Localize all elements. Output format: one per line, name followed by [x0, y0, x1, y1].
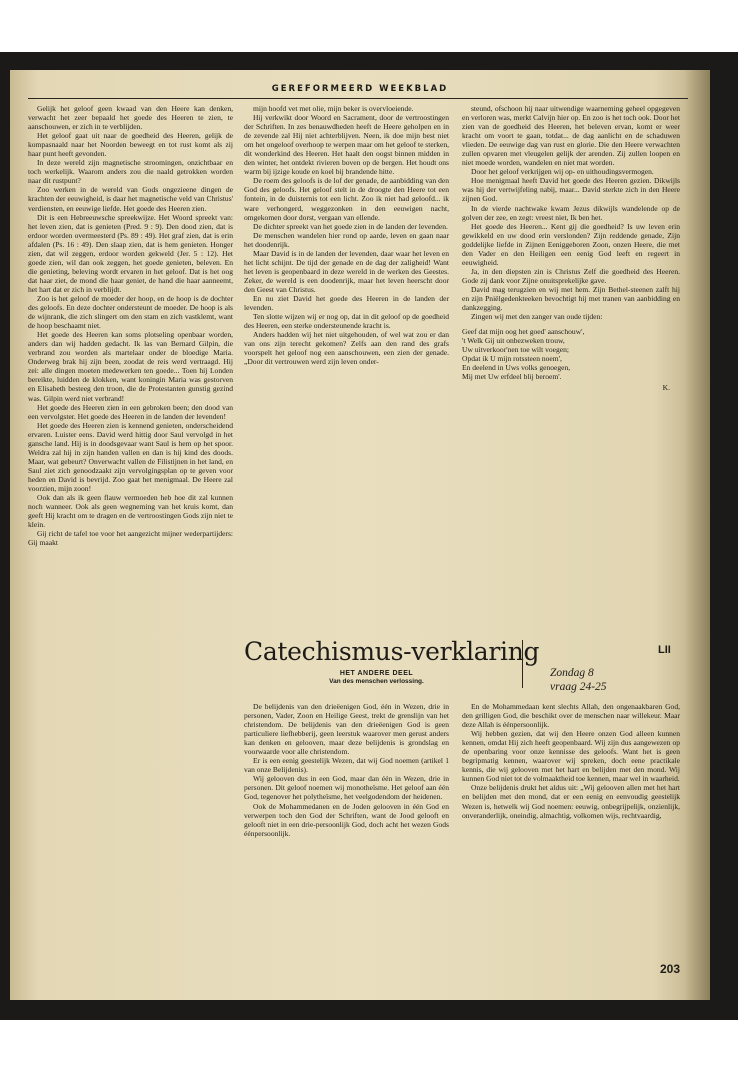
paragraph: Het goede des Heeren zien in een gebroken been; den dood van een vervolgster. Het goede des Heeren in de landen der levenden!: [28, 402, 233, 421]
paragraph: steund, ofschoon hij naar uitwendige waarneming geheel opgegeven en verloren was, merkt Calvijn hier op. En zoo is het toch ook. Door het zien van de goedheid des Heeren, het beleven ervan, komt er weer kracht om voort te gaan, totdat... de dag aanlicht en de schaduwen vlieden. De eeuwige dag van rust en glorie. Die den Heere verwachten zullen opvaren met vleugelen gelijk der arenden. Zij zullen loopen en niet moede worden, wandelen en niet mat worden.: [462, 104, 680, 168]
paragraph: Wij gelooven dus in een God, maar dan één in Wezen, drie in personen. Dit geloof noemen wij monotheïsme. Het geloof aan één God, tegenover het polytheïsme, het veelgodendom der heidenen.: [244, 774, 449, 802]
paragraph: Gij richt de tafel toe voor het aangezicht mijner wederpartijders: Gij maakt: [28, 529, 233, 548]
zondag-label: Zondag 8: [550, 667, 594, 679]
paragraph: En nu ziet David het goede des Heeren in de landen der levenden.: [244, 293, 449, 313]
paragraph: Ja, in den diepsten zin is Christus Zelf die goedheid des Heeren. Gode zij dank voor Zijne onuitsprekelijke gave.: [462, 266, 680, 285]
page-number: 203: [659, 962, 680, 976]
column-2: [244, 104, 449, 366]
paragraph: En de Mohammedaan kent slechts Allah, den ongenaakbaren God, den grilligen God, die beschikt over de menschen naar willekeur. Maar deze Allah is éénpersoonlijk.: [462, 702, 680, 730]
paragraph: Er is een eenig geestelijk Wezen, dat wij God noemen (artikel 1 van onze Belijdenis).: [244, 756, 449, 775]
column-3: [462, 104, 680, 392]
catechism-subtitle: Van des menschen verlossing.: [329, 678, 424, 685]
vraag-label: vraag 24-25: [550, 681, 607, 693]
paragraph: Zoo is het geloof de moeder der hoop, en de hoop is de dochter des geloofs. En deze dochter ondersteunt de moeder. De hoop is als de wijnrank, die zich slingert om den stam en zich vastklemt, want de hoop beschaamt niet.: [28, 293, 233, 331]
paragraph: Ook dan als ik geen flauw vermoeden heb hoe dit zal kunnen noch wanneer. Ook als geen wegneming van het kruis komt, dan geeft Hij kracht om te dragen en de vertroostingen Gods zijn niet te klein.: [28, 493, 233, 530]
paragraph: Gelijk het geloof geen kwaad van den Heere kan denken, verwacht het zeer bepaald het goede des Heeren te zien, te aanschouwen, er zich in te verblijden.: [28, 104, 233, 132]
paragraph: De roem des geloofs is de lof der genade, de aanbidding van den God des geloofs. Het geloof stelt in de droogte den Heere tot een fontein, in de duisternis tot een licht. Zoo ik niet had geloofd... ik ware verhongerd, weggezonken in den eeuwigen nacht, omgekomen door dorst, vergaan van ellende.: [244, 176, 449, 222]
paragraph: Het goede des Heeren... Kent gij die goedheid? Is uw leven erin gewikkeld en uw dood erin verslonden? Zijn reddende genade, Zijn goddelijke liefde in Zijnen Eeniggeboren Zoon, onzen Heere, die met den Vader en den Heiligen een eenig God leeft en regeert in eeuwigheid.: [462, 221, 680, 267]
paragraph: Zoo werken in de wereld van Gods ongezieene dingen de krachten der eeuwigheid, is daar het magnetische veld van Christus' verdiensten, en eeuwige liefde. Het goede des Heeren zien.: [28, 185, 233, 213]
poem-line: Uw uitverkoor'nen toe wilt voegen;: [462, 345, 569, 355]
magazine-page: [10, 70, 710, 1000]
running-header: GEREFORMEERD WEEKBLAD: [271, 84, 449, 94]
column-1: [28, 104, 233, 547]
paragraph: De belijdenis van den drieëenigen God, één in Wezen, drie in personen, Vader, Zoon en Heilige Geest, trekt de grenslijn van het christendom. De belijdenis van den drieëenigen God is geen particuliere liefhebberij, geen leerstuk waarover men gerust anders kan denken en gelooven, maar deze belijdenis is grondslag en voorwaarde voor alle christendom.: [244, 702, 449, 757]
catechism-part: HET ANDERE DEEL: [339, 670, 414, 677]
paragraph: In deze wereld zijn magnetische stroomingen, onzichtbaar en toch werkelijk. Waarom anders zou die naald getrokken worden naar dit rustpunt?: [28, 158, 233, 186]
poem-line: Opdat ik U mijn rotssteen noem',: [462, 354, 562, 364]
catechism-heading: [244, 637, 540, 700]
paragraph: Hoe menigmaal heeft David het goede des Heeren gezien. Dikwijls was hij der vertwijfeling nabij, maar... David sterkte zich in den Heere zijnen God.: [462, 176, 680, 204]
paragraph: Ook de Mohammedanen en de Joden gelooven in één God en verwerpen toch den God der Schriften, want de Jood gelooft en gelooft niet in een drie-persoonlijk God, doch acht het wezen Gods éénpersoonlijk.: [244, 801, 449, 838]
paragraph: Hij verkwikt door Woord en Sacrament, door de vertroostingen der Schriften. In zes benauwdheden heeft de Heere geholpen en in de zevende zal Hij niet achterblijven. Neen, ik doe mijn best niet om het ongeloof overhoop te werpen maar om het geloof te sterken, dit wonderkind des Heeren. Het haalt den oogst binnen midden in den winter, het ontdekt rivieren boven op de bergen. Het houdt ons warm bij ijzige koude en koel bij brandende hitte.: [244, 113, 449, 177]
paragraph: Dit is een Hebreeuwsche spreekwijze. Het Woord spreekt van: het leven zien, dat is genieten (Pred. 9 : 9). Den dood zien, dat is erdoor worden overmeesterd (Ps. 89 : 49). Het graf zien, dat is erin afdalen (Ps. 16 : 49). Den slaap zien, dat is hem genieten. Honger zien, dat wil zeggen, erdoor worden gekweld (Jer. 5 : 12). Het goede zien, wil dan ook zeggen, het goede genieten, beleven. En die genieting, beleving wordt ervaren in het geloof. Dat is het oog dat haar ziet, de mond die haar geniet, de hand die haar aanneemt, het hart dat er zich in verblijdt.: [28, 212, 233, 294]
paragraph: De dichter spreekt van het goede zien in de landen der levenden.: [253, 221, 448, 231]
poem-line: 't Welk Gij uit onbezweken trouw,: [462, 336, 565, 346]
poem-line: Geef dat mijn oog het goed' aanschouw',: [462, 327, 585, 337]
signature: K.: [662, 383, 670, 393]
paragraph: Het goede des Heeren kan soms plotseling openbaar worden, anders dan wij hadden gedacht. Ik las van Bernard Gilpin, die verbrand zou worden als martelaar onder de bloedige Maria. Onderweg brak hij zijn been, zoodat de reis werd vertraagd. Hij zei: alle dingen moeten medewerken ten goede... Toen hij Londen bereikte, luidden de klokken, want koningin Maria was gestorven en Elisabeth besteeg den troon, die de Protestanten gunstig gezind was. Gilpin werd niet verbrand!: [28, 330, 233, 403]
paragraph: Maar David is in de landen der levenden, daar waar het leven en het licht schijnt. De tijd der genade en de dag der zaligheid! Want het leven is geopenbaard in deze wereld in de werken des Geestes. Zeker, de wereld is een doodenrijk, maar het leven heerscht door den Geest van Christus.: [244, 248, 449, 294]
paragraph: Ten slotte wijzen wij er nog op, dat in dit geloof op de goedheid des Heeren, een sterke ondersteunende kracht is.: [244, 312, 449, 331]
paragraph: De menschen wandelen hier rond op aarde, leven en gaan naar het doodenrijk.: [244, 230, 449, 249]
paragraph: Anders hadden wij het niet uitgehouden, of wel wat zou er dan van ons zijn terecht gekomen? Zelfs aan den rand des grafs voorspelt het geloof nog een aanschouwen, een zien der genade. „Door dit vertrouwen werd zijn leven onder-: [244, 330, 449, 367]
poem: [462, 327, 680, 381]
paragraph: Het goede des Heeren zien is kennend genieten, onderscheidend ervaren. Luister eens. David werd hittig door Saul vervolgd in het gansche land. Hij is in doodsgevaar want Saul is hem op het spoor. Weldra zal hij in zijn handen vallen en dan is hij kind des doods. Maar, wat gebeurt? Onverwacht vallen de Filistijnen in het land, en Saul ziet zich genoodzaakt zijn vervolgingsplan op te geven voor heden en David is bevrijd. Zoo gaat het menigmaal. De Heere zal voorzien, mijn zoon!: [28, 420, 233, 493]
paragraph: Onze belijdenis drukt het aldus uit: „Wij gelooven allen met het hart en belijden met den mond, dat er een eenig en eenvoudig geestelijk Wezen is, hetwelk wij God noemen: eeuwig, onbegrijpelijk, onzienlijk, onveranderlijk, oneindig, almachtig, volkomen wijs, rechtvaardig,: [462, 783, 680, 820]
paragraph: Door het geloof verkrijgen wij op- en uithoudingsvermogen.: [471, 167, 654, 177]
header-rule: [28, 98, 688, 99]
catechism-column-2: [462, 702, 680, 820]
catechism-number: LII: [658, 644, 671, 656]
poem-line: Mij met Uw erfdeel blij beroem'.: [462, 372, 562, 382]
poem-line: En deelend in Uws volks genoegen,: [462, 363, 571, 373]
paragraph: mijn hoofd vet met olie, mijn beker is overvloeiende.: [253, 104, 414, 113]
paragraph: Wij hebben gezien, dat wij den Heere onzen God alleen kunnen kennen, omdat Hij zich heeft geopenbaard. Wij zijn dus aangewezen op de openbaring voor onze kennisse des geloofs. Want het is geen begripmatig kennen, waarover wij spreken, doch eene practikale kennis, die wij gelooven met het hart en belijden met den mond. Wij kunnen God niet tot de volmaaktheid toe kennen, maar wel in waarheid.: [462, 729, 680, 784]
paragraph: Het geloof gaat uit naar de goedheid des Heeren, gelijk de kompasnaald naar het Noorden beweegt en tot rust komt als zij haar punt heeft gevonden.: [28, 131, 233, 159]
catechism-title: Catechismus-verklaring: [244, 637, 540, 666]
paragraph: Zingen wij met den zanger van oude tijden:: [471, 312, 603, 322]
paragraph: In de vierde nachtwake kwam Jezus dikwijls wandelende op de golven der zee, en zegt: vreest niet, Ik ben het.: [462, 203, 680, 222]
paragraph: David mag terugzien en wij met hem. Zijn Bethel-steenen zalft hij en zijn Pniëlgedenkteeken bevochtigt hij met tranen van aanbidding en dankzegging.: [462, 284, 680, 313]
heading-divider: [522, 640, 523, 688]
catechism-column-1: [244, 702, 449, 838]
zondag-reference: [550, 666, 607, 694]
